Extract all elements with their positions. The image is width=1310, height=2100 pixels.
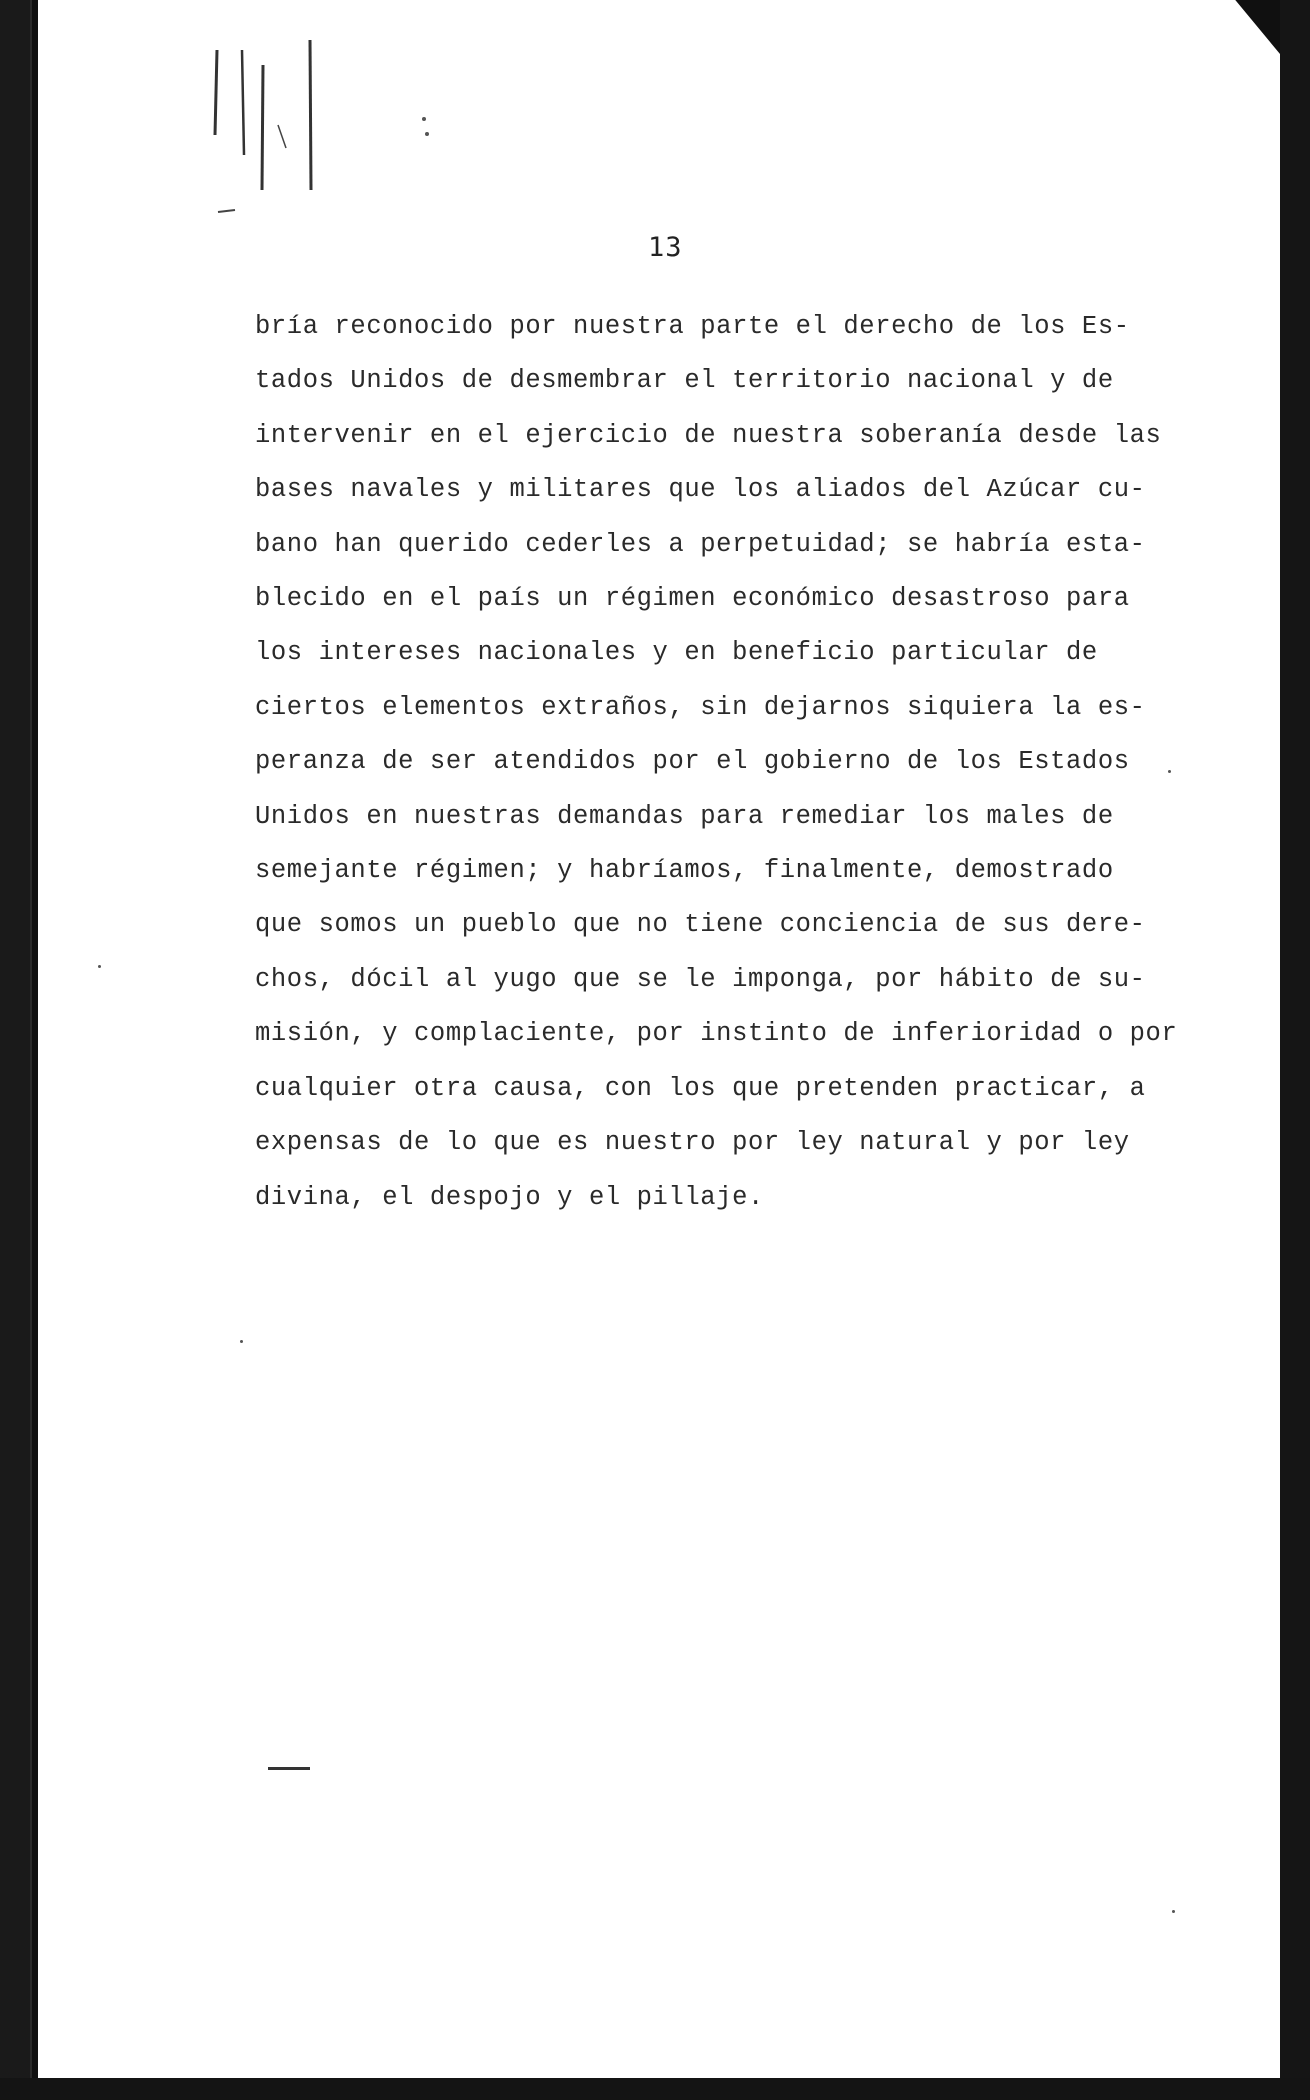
text-line: cualquier otra causa, con los que pretenden practicar, a [255,1073,1146,1103]
text-line: semejante régimen; y habríamos, finalmente, demostrado [255,856,1114,886]
scan-left-border [0,0,32,2100]
page-number: 13 [648,232,683,263]
text-line: blecido en el país un régimen económico desastroso para [255,584,1130,614]
text-line: peranza de ser atendidos por el gobierno de los Estados [255,747,1130,777]
scan-bottom-border [0,2078,1310,2100]
text-line: bría reconocido por nuestra parte el derecho de los Es- [255,312,1130,341]
pencil-stroke [218,210,235,212]
pencil-stroke [262,65,263,190]
pencil-stroke [242,50,244,155]
text-line: expensas de lo que es nuestro por ley natural y por ley [255,1128,1130,1158]
text-line: ciertos elementos extraños, sin dejarnos siquiera la es- [255,692,1146,722]
scan-right-border [1280,0,1310,2100]
pencil-stroke [215,50,217,135]
text-line: tados Unidos de desmembrar el territorio nacional y de [255,366,1114,396]
dust-speck [240,1340,243,1343]
body-paragraph [255,300,1195,1225]
dust-speck [422,117,426,121]
pencil-stroke [310,40,311,190]
text-line: chos, dócil al yugo que se le imponga, por hábito de su- [255,964,1146,994]
dust-speck [1172,1910,1175,1913]
text-line: bano han querido cederles a perpetuidad; se habría esta- [255,529,1146,559]
text-line: que somos un pueblo que no tiene conciencia de sus dere- [255,910,1146,940]
pencil-dash-mark [268,1767,310,1770]
text-line: divina, el despojo y el pillaje. [255,1182,764,1212]
dust-speck [98,965,101,968]
text-line: Unidos en nuestras demandas para remediar los males de [255,801,1114,831]
dust-speck [425,132,429,136]
text-line: bases navales y militares que los aliados del Azúcar cu- [255,475,1146,505]
text-line: misión, y complaciente, por instinto de inferioridad o por [255,1019,1178,1049]
text-line: los intereses nacionales y en beneficio particular de [255,638,1098,668]
pencil-stroke [278,125,286,148]
margin-pencil-marks [190,40,340,240]
text-line: intervenir en el ejercicio de nuestra soberanía desde las [255,420,1162,450]
